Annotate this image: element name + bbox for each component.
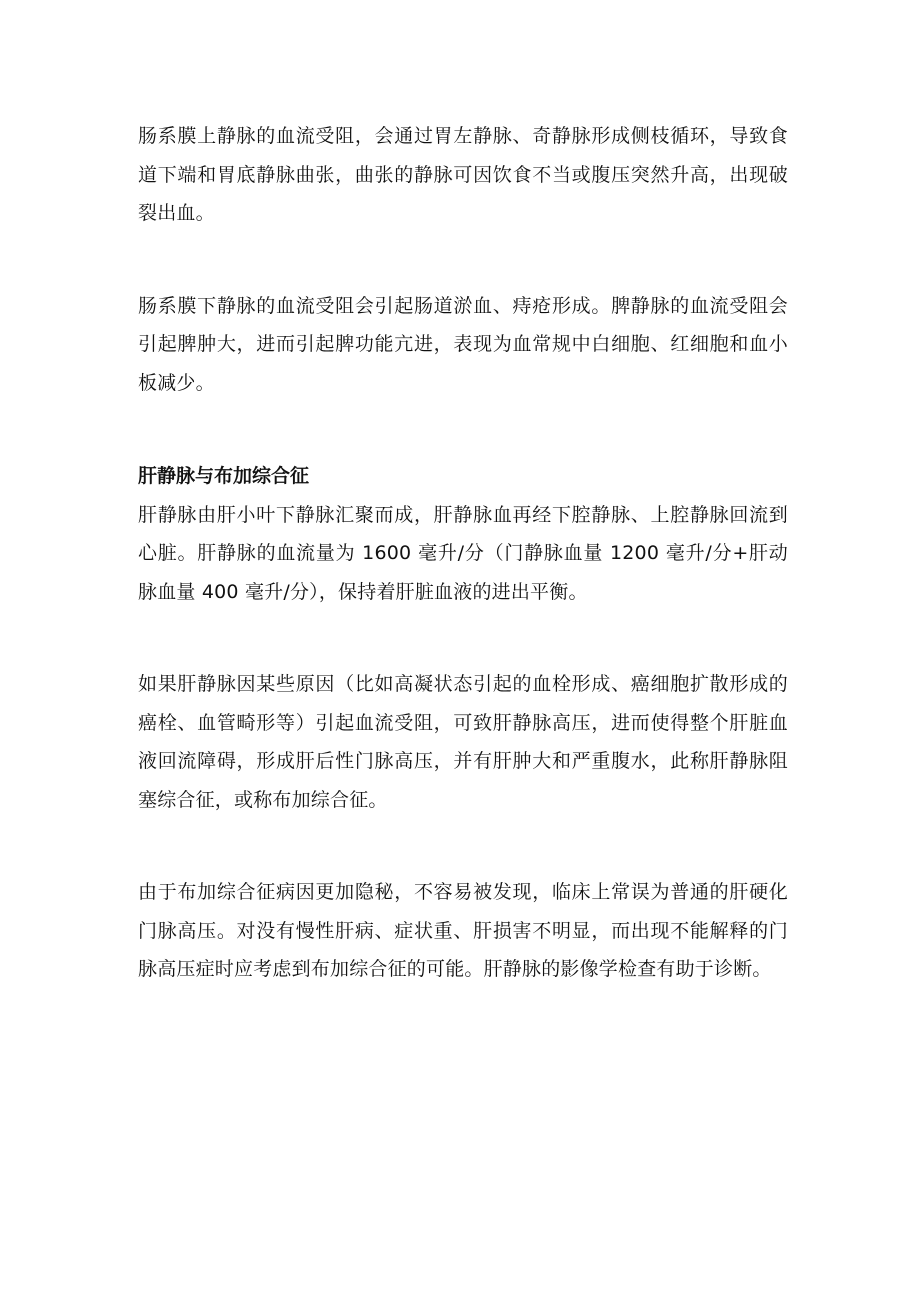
paragraph-mesenteric-superior: 肠系膜上静脉的血流受阻，会通过胃左静脉、奇静脉形成侧枝循环，导致食道下端和胃底静脉曲张，曲张的静脉可因饮食不当或腹压突然升高，出现破裂出血。 (138, 125, 788, 224)
paragraph-spacer (138, 611, 788, 665)
paragraph-spacer (138, 233, 788, 287)
paragraph-spacer (138, 402, 788, 457)
paragraph-mesenteric-inferior: 肠系膜下静脉的血流受阻会引起肠道淤血、痔疮形成。脾静脉的血流受阻会引起脾肿大，进而引起脾功能亢进，表现为血常规中白细胞、红细胞和血小板减少。 (138, 294, 788, 394)
paragraph-spacer (138, 819, 788, 873)
paragraph-hepatic-obstruction: 如果肝静脉因某些原因（比如高凝状态引起的血栓形成、癌细胞扩散形成的癌栓、血管畸形等）引起血流受阻，可致肝静脉高压，进而使得整个肝脏血液回流障碍，形成肝后性门脉高压，并有肝肿大和严重腹水，此称肝静脉阻塞综合征，或称布加综合征。 (138, 673, 788, 811)
paragraph-budd-chiari-diagnosis: 由于布加综合征病因更加隐秘，不容易被发现，临床上常误为普通的肝硬化门脉高压。对没有慢性肝病、症状重、肝损害不明显，而出现不能解释的门脉高压症时应考虑到布加综合征的可能。肝静脉的影像学检查有助于诊断。 (138, 881, 788, 980)
paragraph-hepatic-vein: 肝静脉由肝小叶下静脉汇聚而成，肝静脉血再经下腔静脉、上腔静脉回流到心脏。肝静脉的血流量为 1600 毫升/分（门静脉血量 1200 毫升/分+肝动脉血量 400 毫升/分），保持着肝脏血液的进出平衡。 (138, 503, 788, 603)
document-body (138, 117, 788, 989)
section-heading: 肝静脉与布加综合征 (138, 465, 310, 487)
